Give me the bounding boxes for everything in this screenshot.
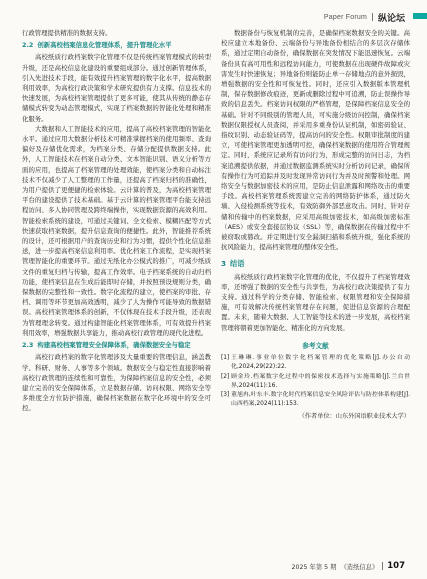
reference-item bbox=[221, 391, 410, 409]
running-footer bbox=[292, 561, 405, 571]
page-number: 107 bbox=[387, 561, 405, 571]
author-affiliation: （作者单位：山东外国语职业技术大学） bbox=[298, 413, 410, 421]
section-heading bbox=[22, 340, 211, 350]
paragraph: 数据备份与恢复机制的完善，是确保档案数据安全的关键。高校应建立本地备份、云端备份与异地备份相结合的多层次存储体系，通过定期自动备份，确保数据在突发情况下能迅速恢复。云端备份具有高可用性和远程访问能力，可使数据在出现硬件故障或灾害发生时快速恢复；异地备份则能防止单一存储地点的意外损毁，增强数据的安全性和可恢复性。同时，还应引入数据版本管理机制，保存数据修改痕迹，更新或删除过程中可追溯，防止误操作导致的信息丢失。档案访问权限的严格管理，是保障档案信息安全的基础。针对不同级别的管理人员，可实施分级访问控制，确保档案数据仅限授权人员查阅，并采用多重身份认证机制，如密码验证、指纹识别、动态验证码等，提高访问的安全性。权限审批制度的建立，可使档案管理更加透明可控，确保档案数据的使用符合管理规定。同时，系统应记录所有访问行为，形成完整的访问日志，为档案追溯提供依据，并通过数据监测系统实时分析访问记录，确保所有操作行为可追踪并及时发现异常访问行为并及时预警和处理。网络安全与数据加密技术的应用，是防止信息泄露和网络攻击的重要手段。高校档案管理系统需建立完善的网络防护体系，通过防火墙、入侵检测系统等技术，有效防御外部恶意攻击。同时，针对存储和传输中的档案数据，应采用高级加密技术，如高级加密标准（AES）或安全套接层协议（SSL）等，确保数据在传输过程中不被窃取或篡改。并定期进行安全漏洞扫描和系统升级，强化系统的抗风险能力，提高档案管理的整体安全性。 bbox=[221, 29, 410, 252]
header-divider bbox=[372, 13, 373, 21]
footer-journal: 《造纸信息》 bbox=[340, 563, 379, 571]
header-section: 纵论坛 bbox=[377, 13, 405, 24]
section-title: 构建高校档案管理安全保障体系，确保数据安全与稳定 bbox=[37, 341, 191, 350]
section-title: 创新高校档案信息化管理体系，提升管理化水平 bbox=[37, 41, 172, 50]
section-title: 结语 bbox=[230, 259, 245, 269]
paragraph: 行政管理提供精准的数据支持。 bbox=[22, 29, 112, 37]
header-accent-bar bbox=[413, 13, 427, 19]
paragraph: 大数据和人工智能技术的应用，提高了高校档案管理的智能化水平。通过应用大数据分析技术可精准掌握档案的使用频率、查询偏好及存储优化需求，为档案分类、存储分配提供数据支持。此外，人工智能技术在档案自动分类、文本智能识别、语义分析等方面的应用，也提高了档案管理的处理效能，使档案分类和自动标注技术不仅减少了人工整理的工作量，还提高了档案归档的准确性，为用户提供了更便捷的检索体验。云计算的普及，为高校档案管理平台的建设提供了技术基础。基于云计算的档案管理平台能支持远程访问、多人协同管理及跨终端操作，实现数据资源的高效利用。智能检索系统的建设，可通过关键词、全文检索、模糊匹配等方式快速获取档案数据，提升信息查询的便捷性。此外，智能推荐系统的设计，还可根据用户的查询历史和行为习惯，提供个性化信息推送，进一步提高档案信息利用率。优化档案工作流程，是实现档案管理智能化的重要环节。通过无纸化办公模式的推广，可减少纸质文件的重复归档与传输，提高工作效率。电子档案系统的自动归档功能，使档案信息在生成后能即时存储，并按照预设规则分类，确保数据的完整性和一致性。数字化流程的建立，使档案的审批、存档、调用等环节更加高效透明，减少了人为操作可能导致的数据错误。高校档案管理体系的创新，不仅体现在技术手段升级，还表现为管理理念转变。通过构建智能化档案管理体系，可有效提升档案利用效率，增强数据共享能力，推动高校行政管理的现代化进程。 bbox=[22, 124, 211, 337]
section-number: 3 bbox=[221, 259, 227, 269]
reference-item bbox=[221, 354, 410, 372]
running-header bbox=[324, 10, 405, 24]
header-label: Paper Forum bbox=[323, 13, 367, 21]
paragraph: 高校纸质行政档案数字化管理不仅是传统档案管理模式的转型升级，还是高校信息化建设的重要组成部分。通过创新管理体系，引入先进技术手段，能有效提升档案管理的数字化水平，提高数据利用效率，为高校行政决策和学术研究提供有力支撑。信息技术的快速发展，为高校档案管理提供了更多可能，使其从传统的静态存储模式转变为动态管理模式，实现了档案数据的智能化处理和精准化服务。 bbox=[22, 53, 211, 123]
left-column bbox=[22, 28, 211, 414]
right-column bbox=[221, 28, 410, 423]
section-number: 2.3 bbox=[22, 341, 34, 350]
reference-text: 董旭冉,叶东丰.数字化时代档案信息安全风险评估与防控体系构建[J].山西档案,2024(11):153. bbox=[231, 391, 410, 408]
reference-number: [3] bbox=[221, 391, 230, 398]
reference-text: 顾金玲.档案数字化过程中的保密技术选择与实施策略[J].兰台世界,2024(11):16. bbox=[231, 373, 410, 389]
section-heading bbox=[221, 259, 410, 269]
section-number: 2.2 bbox=[22, 41, 34, 50]
paragraph: 高校纸质行政档案数字化管理的优化，不仅提升了档案管理效率，还增强了数据的安全性与共享性，为高校行政决策提供了有力支持。通过科学的分类存储、智能检索、权限管理和安全保障措施，可有效解决传统档案管理存在问题，促进信息资源的合理配置。未来，随着大数据、人工智能等技术的进一步发展，高校档案管理将朝着更加智能化、精准化的方向发展。 bbox=[221, 272, 410, 332]
reference-number: [1] bbox=[221, 355, 230, 362]
references-title: 参考文献 bbox=[302, 341, 329, 350]
footer-divider bbox=[382, 562, 383, 570]
footer-issue: 2025 年第 5 期 bbox=[291, 563, 337, 571]
paragraph: 高校行政档案的数字化管理涉及大量重要的管理信息，涵盖教学、科研、财务、人事等多个领域。数据安全与稳定性直接影响着高校行政管理的连续性和可靠性，为保障档案信息的安全性，必须建立完善的安全保障体系，立足数据存储、访问权限、网络安全等多维度全方位防护措施，确保档案数据在数字化环境中的安全可控。 bbox=[22, 353, 211, 413]
reference-text: 王琳琳.事业单位数字化档案管理的优化策略[J].办公自动化,2024,29(22):22. bbox=[231, 355, 410, 371]
section-heading bbox=[22, 40, 211, 50]
reference-item bbox=[221, 373, 410, 391]
reference-number: [2] bbox=[221, 373, 230, 380]
